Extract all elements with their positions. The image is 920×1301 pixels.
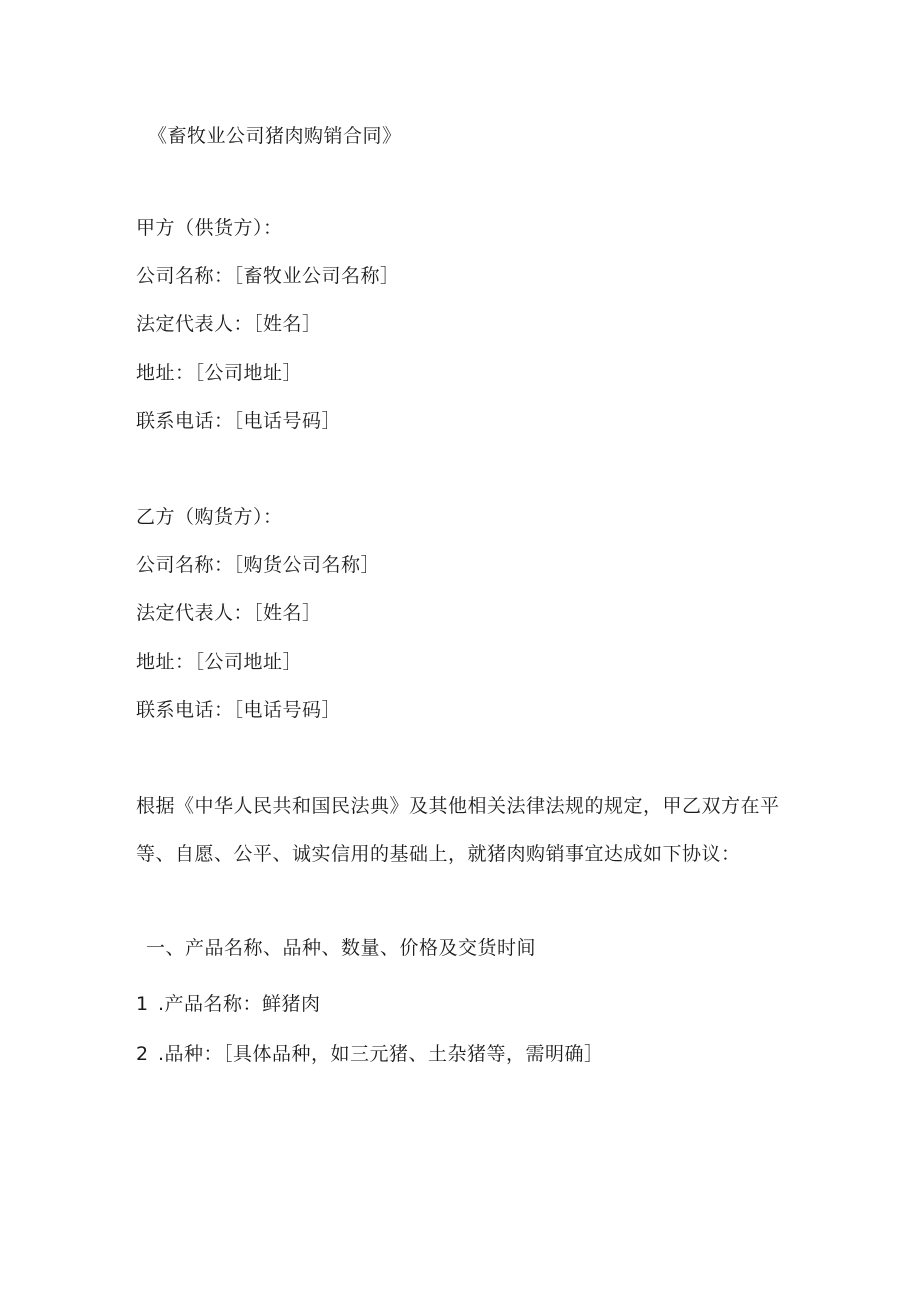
party-a-representative: 法定代表人：［姓名］ (136, 313, 322, 335)
party-b-phone: 联系电话：［电话号码］ (136, 699, 342, 721)
party-b-representative: 法定代表人：［姓名］ (136, 602, 322, 624)
party-b-heading: 乙方（购货方）： (136, 506, 283, 528)
contract-title: 《畜牧业公司猪肉购销合同》 (148, 125, 402, 147)
list-item (136, 1042, 604, 1066)
party-b-address: 地址：［公司地址］ (136, 651, 303, 673)
list-item (136, 992, 321, 1016)
preamble-line-2: 等、自愿、公平、诚实信用的基础上，就猪肉购销事宜达成如下协议： (136, 843, 741, 865)
list-item-text: .品种：［具体品种，如三元猪、土杂猪等，需明确］ (158, 1043, 604, 1065)
party-a-address: 地址：［公司地址］ (136, 362, 303, 384)
party-b-company: 公司名称：［购货公司名称］ (136, 554, 381, 576)
list-item-number: 2 (136, 1043, 149, 1065)
list-item-number: 1 (136, 993, 149, 1015)
party-a-heading: 甲方（供货方）： (136, 217, 283, 239)
section-1-heading: 一、产品名称、品种、数量、价格及交货时间 (146, 937, 537, 959)
list-item-text: .产品名称：鲜猪肉 (158, 993, 321, 1015)
party-a-phone: 联系电话：［电话号码］ (136, 410, 342, 432)
preamble-line-1: 根据《中华人民共和国民法典》及其他相关法律法规的规定，甲乙双方在平 (136, 795, 780, 817)
party-a-company: 公司名称：［畜牧业公司名称］ (136, 265, 400, 287)
